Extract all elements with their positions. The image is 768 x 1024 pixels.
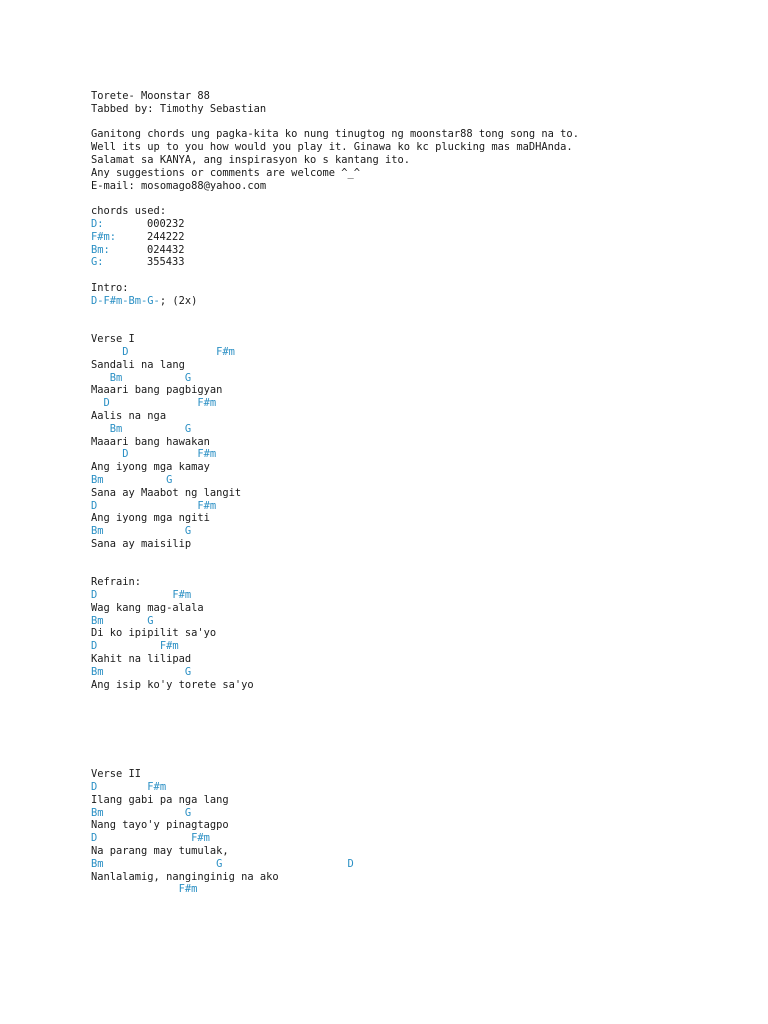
chords-used-section (91, 205, 731, 269)
lyric-line: Wag kang mag-alala (91, 601, 204, 614)
intro-section (91, 282, 731, 308)
chord-definition (91, 231, 731, 244)
email-line: E-mail: mosomago88@yahoo.com (91, 179, 267, 192)
lyric-line: Maaari bang pagbigyan (91, 384, 223, 397)
lyric-line: Maaari bang hawakan (91, 435, 210, 448)
chord-sheet (91, 90, 731, 896)
chord-line: F#m (91, 883, 198, 896)
lyric-line: Sandali na lang (91, 358, 185, 371)
lyric-line: Nanlalamig, nanginginig na ako (91, 870, 279, 883)
chord-line: Bm G (91, 614, 154, 627)
chord-name: D: (91, 217, 104, 230)
chord-definition (91, 218, 731, 231)
intro-note-line: Ganitong chords ung pagka-kita ko nung tinugtog ng moonstar88 tong song na to. (91, 128, 579, 141)
lyric-line: Ang iyong mga ngiti (91, 512, 210, 525)
lyric-line: Kahit na lilipad (91, 653, 192, 666)
refrain-label: Refrain: (91, 576, 142, 589)
chord-line: D F#m (91, 397, 217, 410)
song-title: Torete- Moonstar 88 (91, 90, 210, 102)
intro-note-line: Salamat sa KANYA, ang inspirasyon ko s kantang ito. (91, 153, 411, 166)
chord-name: F#m: (91, 230, 117, 243)
lyric-line: Nang tayo'y pinagtagpo (91, 819, 229, 832)
chord-line: D F#m (91, 589, 192, 602)
verse-1 (91, 333, 731, 551)
intro-note-line: Well its up to you how would you play it. Ginawa ko kc plucking mas maDHAnda. (91, 141, 573, 154)
chord-line: Bm G (91, 473, 173, 486)
chord-fingering: 244222 (147, 230, 185, 243)
lyric-line: Aalis na nga (91, 409, 167, 422)
chord-line: Bm G (91, 525, 192, 538)
chord-line: D F#m (91, 781, 167, 794)
chord-fingering: 024432 (147, 243, 185, 256)
verse-2-label: Verse II (91, 768, 142, 781)
lyric-line: Di ko ipipilit sa'yo (91, 627, 217, 640)
chord-line: Bm G (91, 806, 192, 819)
intro-progression (91, 295, 731, 308)
lyric-line: Sana ay Maabot ng langit (91, 486, 242, 499)
chord-line: Bm G (91, 422, 192, 435)
chord-line: D F#m (91, 832, 210, 845)
chord-definition (91, 244, 731, 257)
lyric-line: Ilang gabi pa nga lang (91, 793, 229, 806)
intro-label: Intro: (91, 281, 129, 294)
chord-line: D F#m (91, 499, 217, 512)
chord-name: Bm: (91, 243, 110, 256)
verse-1-label: Verse I (91, 333, 135, 346)
lyric-line: Ang iyong mga kamay (91, 461, 210, 474)
chord-line: D F#m (91, 640, 179, 653)
chord-line: Bm G D (91, 857, 354, 870)
chords-used-label: chords used: (91, 205, 167, 218)
verse-2 (91, 768, 731, 896)
chord-name: G: (91, 256, 104, 269)
intro-repeat: ; (2x) (159, 294, 198, 307)
chord-line: D F#m (91, 448, 217, 461)
chord-fingering: 355433 (147, 256, 185, 269)
tabbed-by: Tabbed by: Timothy Sebastian (91, 102, 267, 115)
refrain (91, 576, 731, 691)
intro-notes (91, 128, 731, 192)
lyric-line: Na parang may tumulak, (91, 845, 229, 858)
lyric-line: Sana ay maisilip (91, 537, 192, 550)
chord-fingering: 000232 (147, 217, 185, 230)
chord-line: D F#m (91, 345, 235, 358)
intro-note-line: Any suggestions or comments are welcome ^_^ (91, 166, 360, 179)
chord-line: Bm G (91, 665, 192, 678)
lyric-line: Ang isip ko'y torete sa'yo (91, 678, 254, 691)
chord-definition (91, 256, 731, 269)
chord-line: Bm G (91, 371, 192, 384)
intro-chords: D-F#m-Bm-G- (91, 294, 160, 307)
